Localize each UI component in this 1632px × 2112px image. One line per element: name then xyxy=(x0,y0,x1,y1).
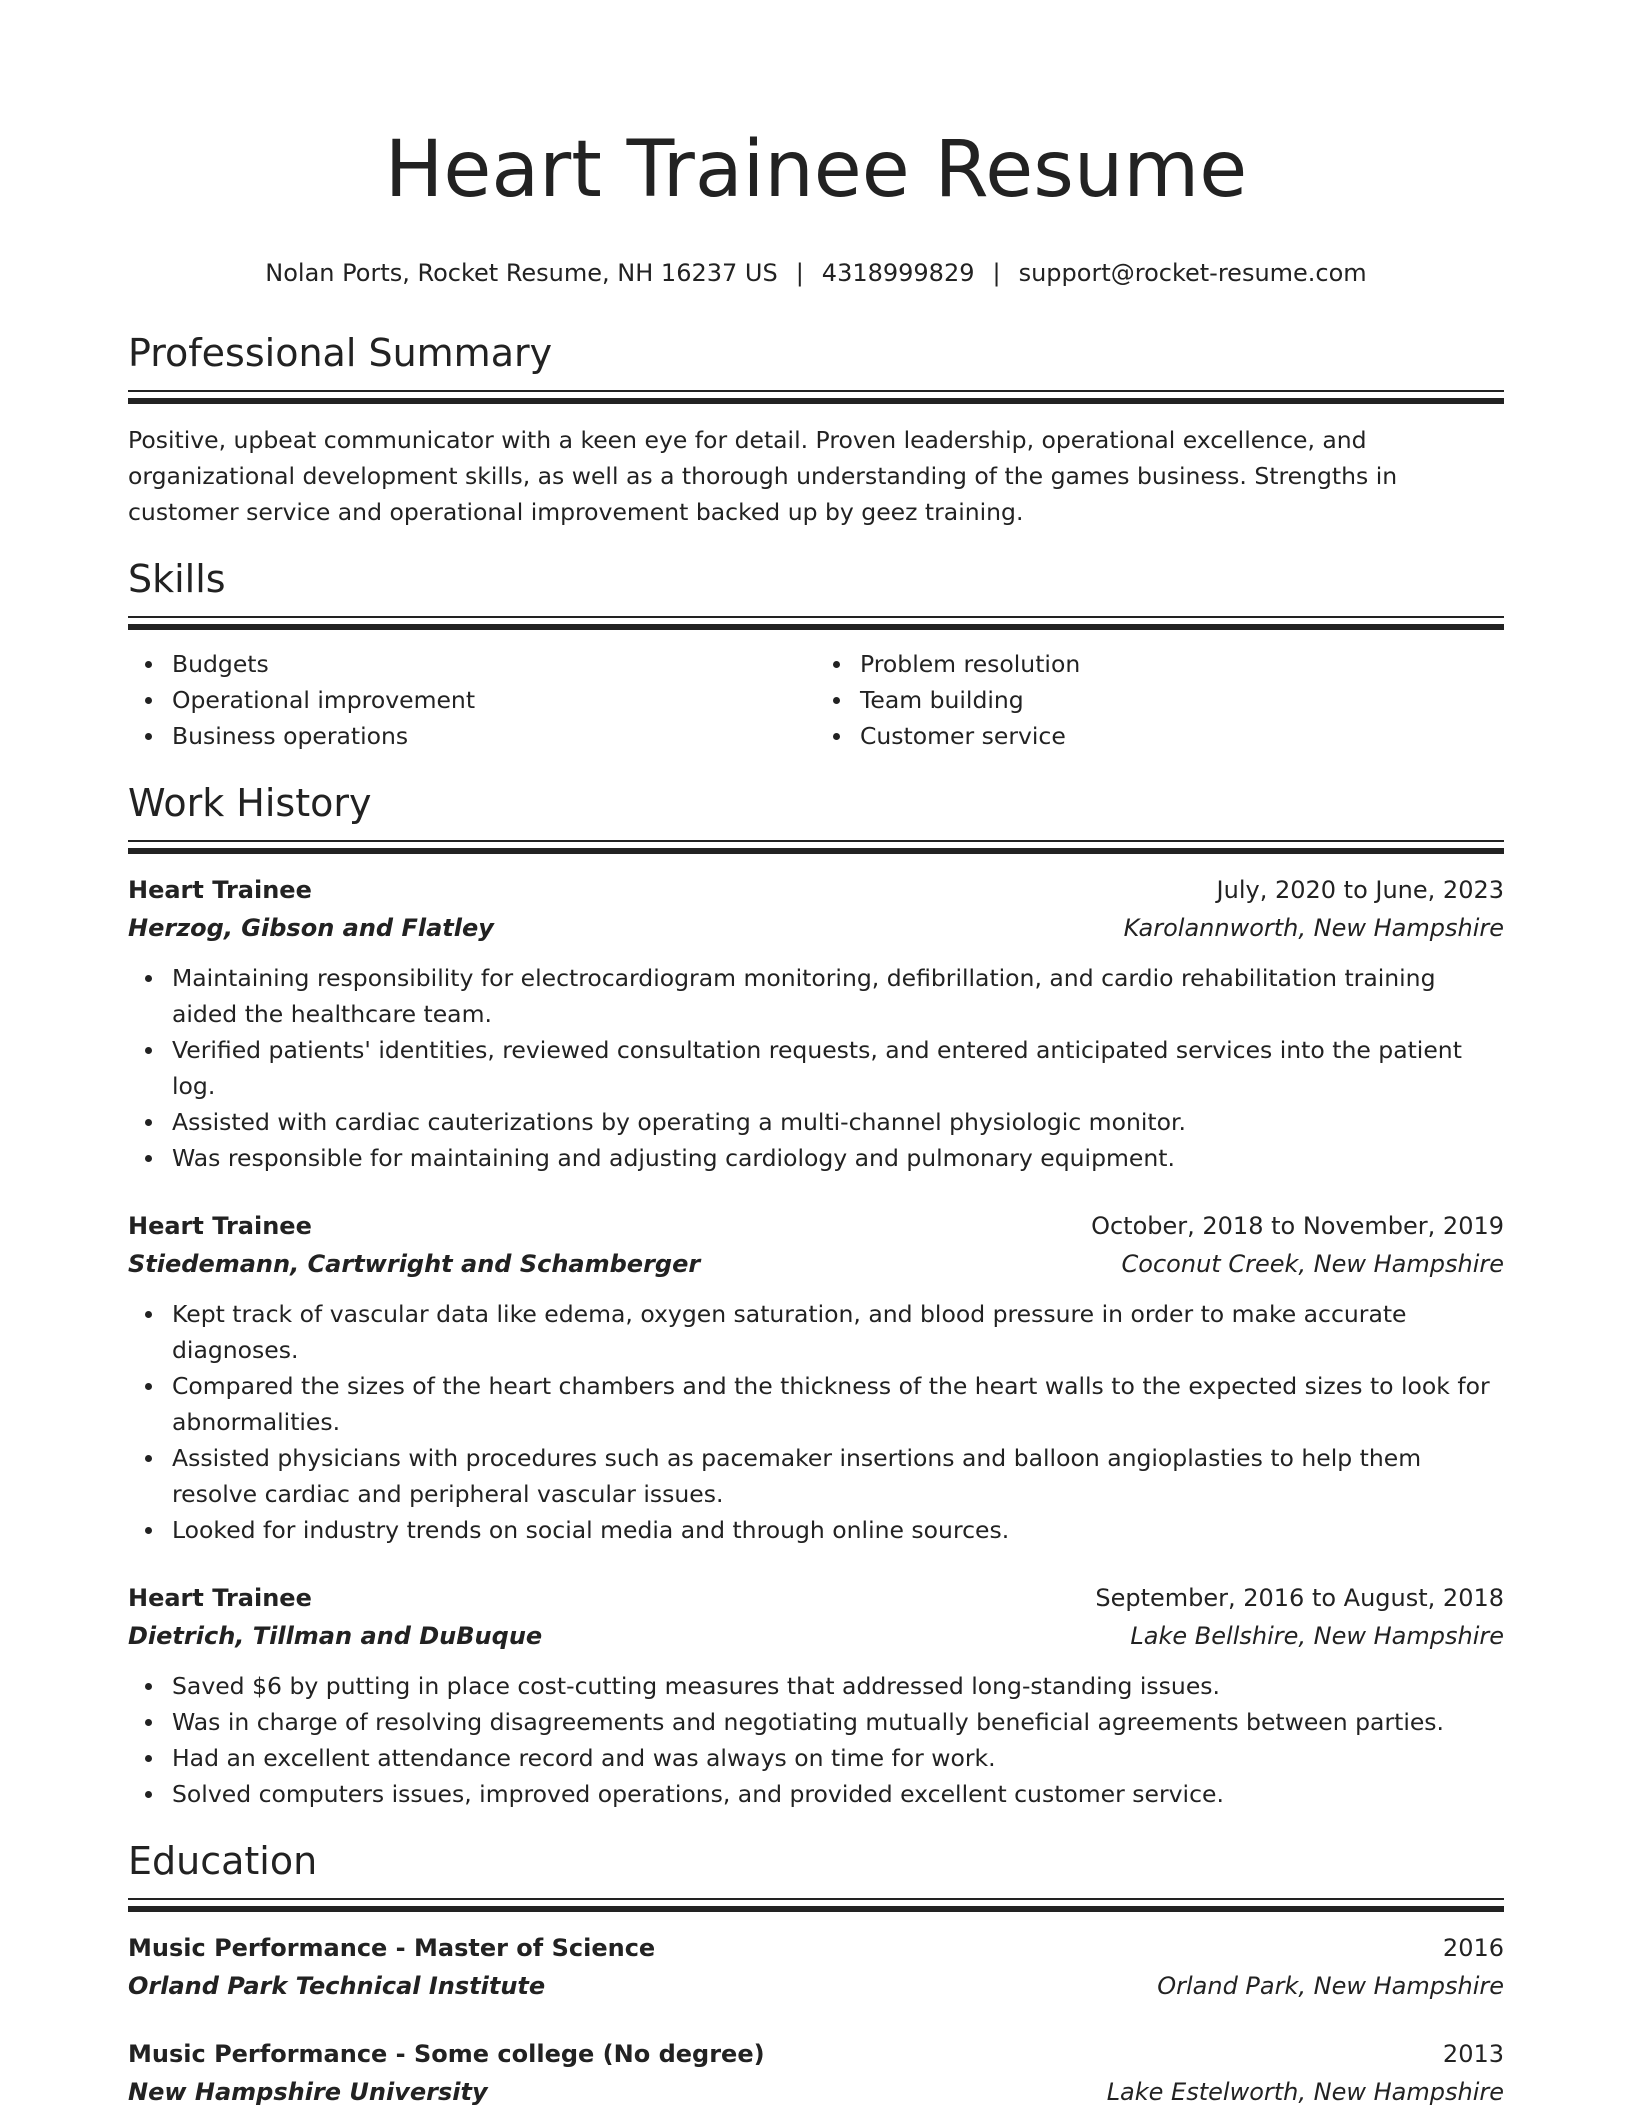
job-bullet: Was responsible for maintaining and adjusting cardiology and pulmonary equipment. xyxy=(172,1140,1504,1176)
job-bullet: Verified patients' identities, reviewed consultation requests, and entered anticipated services into the patient log. xyxy=(172,1032,1504,1104)
education-school-row xyxy=(128,1966,1504,2004)
job-bullets xyxy=(128,1668,1504,1812)
education-degree: Music Performance - Some college (No degree) xyxy=(128,2040,765,2068)
contact-separator: | xyxy=(992,259,1001,287)
skills-section xyxy=(128,556,1504,754)
job-entry xyxy=(128,1580,1504,1812)
section-divider-thick xyxy=(128,848,1504,854)
contact-email: support@rocket-resume.com xyxy=(1018,259,1367,287)
job-company-row xyxy=(128,908,1504,946)
job-bullet: Had an excellent attendance record and was always on time for work. xyxy=(172,1740,1504,1776)
education-degree: Music Performance - Master of Science xyxy=(128,1934,656,1962)
education-header-row xyxy=(128,2036,1504,2072)
skill-item: Team building xyxy=(860,682,1504,718)
section-title-work-history: Work History xyxy=(128,781,372,825)
section-divider-thick xyxy=(128,624,1504,630)
section-divider xyxy=(128,840,1504,842)
summary-section xyxy=(128,330,1504,530)
section-title-skills: Skills xyxy=(128,557,226,601)
education-entry xyxy=(128,2036,1504,2110)
section-divider-thick xyxy=(128,1906,1504,1912)
job-entry xyxy=(128,872,1504,1176)
job-title: Heart Trainee xyxy=(128,1212,312,1240)
job-bullets xyxy=(128,960,1504,1176)
job-location: Lake Bellshire, New Hampshire xyxy=(1130,1622,1504,1650)
contact-phone: 4318999829 xyxy=(821,259,975,287)
section-divider xyxy=(128,616,1504,618)
job-bullet: Kept track of vascular data like edema, oxygen saturation, and blood pressure in order to make accurate diagnoses. xyxy=(172,1296,1504,1368)
education-school: New Hampshire University xyxy=(128,2078,488,2106)
job-bullet: Compared the sizes of the heart chambers and the thickness of the heart walls to the expected sizes to look for abnormalities. xyxy=(172,1368,1504,1440)
section-title-summary: Professional Summary xyxy=(128,331,553,375)
job-bullet: Saved $6 by putting in place cost-cutting measures that addressed long-standing issues. xyxy=(172,1668,1504,1704)
job-bullets xyxy=(128,1296,1504,1548)
education-location: Orland Park, New Hampshire xyxy=(1157,1972,1504,2000)
job-company: Stiedemann, Cartwright and Schamberger xyxy=(128,1250,701,1278)
skill-item: Operational improvement xyxy=(172,682,816,718)
contact-address: Nolan Ports, Rocket Resume, NH 16237 US xyxy=(265,259,778,287)
education-section xyxy=(128,1838,1504,2110)
job-header-row xyxy=(128,1208,1504,1244)
job-bullet: Looked for industry trends on social media and through online sources. xyxy=(172,1512,1504,1548)
job-company: Herzog, Gibson and Flatley xyxy=(128,914,494,942)
education-year: 2016 xyxy=(1442,1934,1504,1962)
section-divider-thick xyxy=(128,398,1504,404)
education-entry xyxy=(128,1930,1504,2004)
section-divider xyxy=(128,1898,1504,1900)
job-company-row xyxy=(128,1616,1504,1654)
job-dates: October, 2018 to November, 2019 xyxy=(1091,1212,1504,1240)
job-title: Heart Trainee xyxy=(128,1584,312,1612)
job-bullet: Solved computers issues, improved operations, and provided excellent customer service. xyxy=(172,1776,1504,1812)
education-school-row xyxy=(128,2072,1504,2110)
job-company: Dietrich, Tillman and DuBuque xyxy=(128,1622,543,1650)
section-divider xyxy=(128,390,1504,392)
skills-list-left xyxy=(128,646,816,754)
job-dates: September, 2016 to August, 2018 xyxy=(1095,1584,1504,1612)
resume-title: Heart Trainee Resume xyxy=(384,125,1248,215)
job-bullet: Assisted with cardiac cauterizations by operating a multi-channel physiologic monitor. xyxy=(172,1104,1504,1140)
summary-text: Positive, upbeat communicator with a keen eye for detail. Proven leadership, operational excellence, and organizational development skills, as well as a thorough understanding of the games business. Strengths in customer service and operational improvement backed up by geez training. xyxy=(128,426,1398,526)
education-location: Lake Estelworth, New Hampshire xyxy=(1106,2078,1504,2106)
education-school: Orland Park Technical Institute xyxy=(128,1972,546,2000)
contact-line xyxy=(128,258,1504,288)
job-header-row xyxy=(128,872,1504,908)
job-company-row xyxy=(128,1244,1504,1282)
skill-item: Budgets xyxy=(172,646,816,682)
skills-columns xyxy=(128,646,1504,754)
section-title-education: Education xyxy=(128,1839,318,1883)
education-header-row xyxy=(128,1930,1504,1966)
work-history-section xyxy=(128,780,1504,1812)
job-bullet: Maintaining responsibility for electrocardiogram monitoring, defibrillation, and cardio rehabilitation training aided the healthcare team. xyxy=(172,960,1504,1032)
skill-item: Customer service xyxy=(860,718,1504,754)
job-title: Heart Trainee xyxy=(128,876,312,904)
skill-item: Business operations xyxy=(172,718,816,754)
skill-item: Problem resolution xyxy=(860,646,1504,682)
job-entry xyxy=(128,1208,1504,1548)
education-year: 2013 xyxy=(1442,2040,1504,2068)
contact-separator: | xyxy=(795,259,804,287)
job-bullet: Assisted physicians with procedures such as pacemaker insertions and balloon angioplasties to help them resolve cardiac and peripheral vascular issues. xyxy=(172,1440,1504,1512)
job-bullet: Was in charge of resolving disagreements and negotiating mutually beneficial agreements between parties. xyxy=(172,1704,1504,1740)
job-header-row xyxy=(128,1580,1504,1616)
job-location: Karolannworth, New Hampshire xyxy=(1123,914,1504,942)
skills-list-right xyxy=(816,646,1504,754)
job-dates: July, 2020 to June, 2023 xyxy=(1216,876,1504,904)
job-location: Coconut Creek, New Hampshire xyxy=(1121,1250,1504,1278)
